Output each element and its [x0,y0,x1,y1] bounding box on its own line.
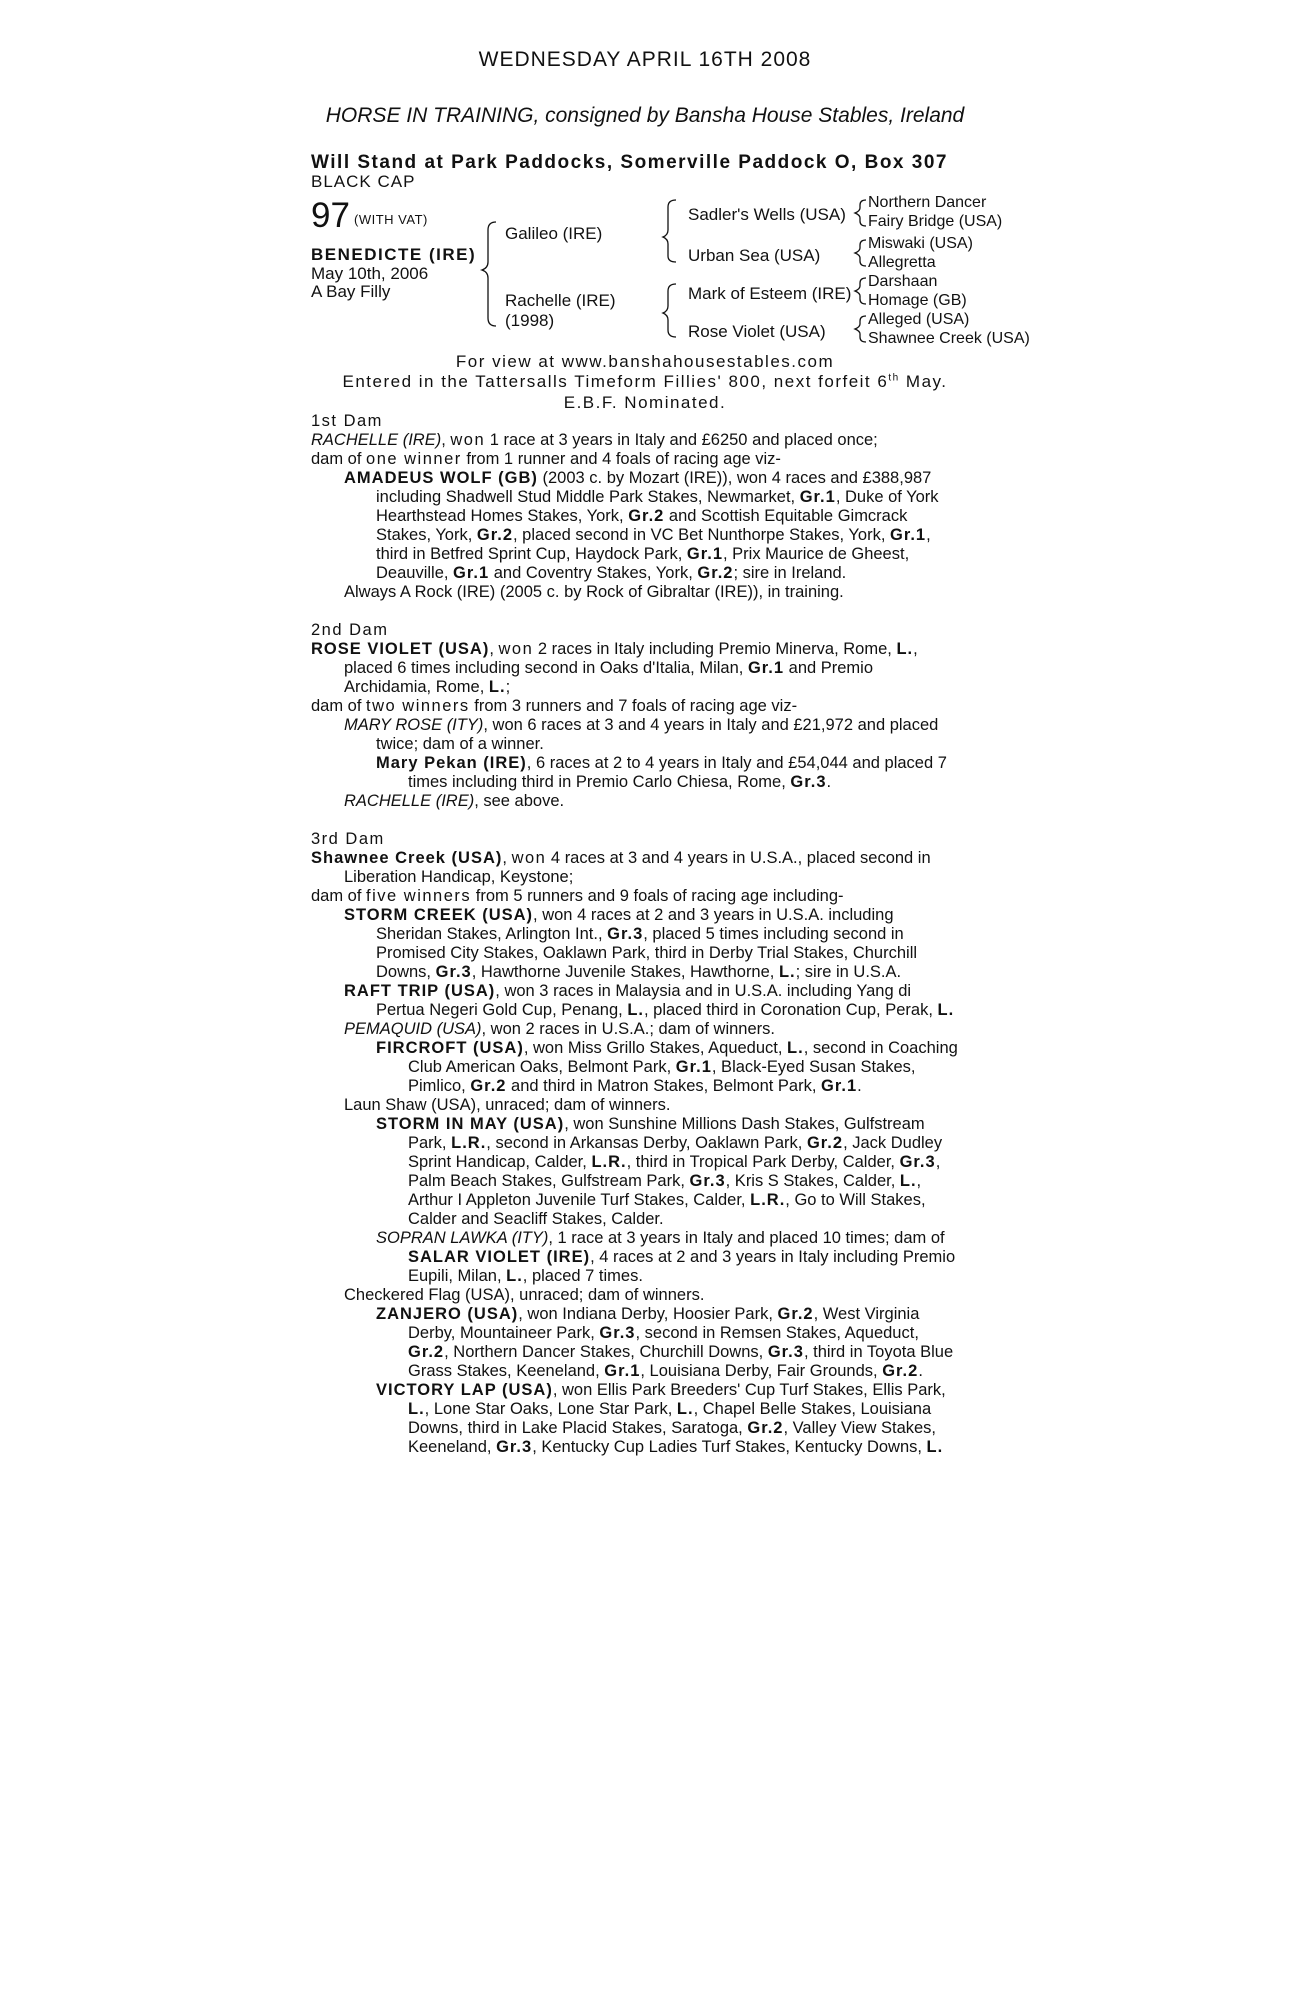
text-segment: Gr.3 [899,1153,936,1171]
text-segment: SOPRAN LAWKA (ITY) [376,1229,549,1247]
text-segment: and third in Matron Stakes, Belmont Park, [506,1077,822,1095]
text-segment: , [489,640,499,658]
pedigree-ddd: Shawnee Creek (USA) [868,330,1030,347]
text-segment: , Northern Dancer Stakes, Churchill Downs, [444,1343,768,1361]
text-segment: L. [926,1438,944,1456]
third-dam-line [311,1172,1031,1191]
second-dam-line: twice; dam of a winner. [376,735,544,753]
text-segment: , 1 race at 3 years in Italy and placed 10 times; dam of [548,1229,945,1247]
pedigree-ssd: Fairy Bridge (USA) [868,213,1003,230]
first-dam-heading: 1st Dam [311,412,383,430]
website-note: For view at www.banshahousestables.com [455,352,835,371]
text-segment: L.R. [591,1153,627,1171]
text-segment: Hearthstead Homes Stakes, York, [376,507,629,525]
third-dam-line [311,1058,1031,1077]
third-dam-line [311,1020,1031,1039]
text-segment: , placed second in VC Bet Nunthorpe Stakes, York, [513,526,890,544]
bracket-dam [663,284,676,337]
text-segment: Downs, third in Lake Placid Stakes, Saratoga, [408,1419,748,1437]
text-segment: Gr.1 [453,564,490,582]
text-segment: L. [506,1267,523,1285]
first-dam-line [311,507,1031,526]
text-segment: Gr.2 [408,1343,445,1361]
text-segment: Palm Beach Stakes, Gulfstream Park, [408,1172,690,1190]
text-segment: Mary Pekan (IRE) [376,754,527,772]
third-dam-line [311,1438,1031,1457]
pedigree-dam-dam: Rose Violet (USA) [688,322,826,341]
text-segment: L. [676,1400,694,1418]
text-segment: two winners [366,697,470,715]
first-dam-line: Always A Rock (IRE) (2005 c. by Rock of Gibraltar (IRE)), in training. [344,583,844,601]
entry-note [0,372,1290,392]
third-dam-line [311,1324,1031,1343]
text-segment: , West Virginia [813,1305,920,1323]
third-dam-line [311,1267,1031,1286]
second-dam-line [311,640,1031,659]
third-dam-line [311,1229,1031,1248]
text-segment: ; sire in U.S.A. [795,963,902,981]
text-segment: L. [778,963,796,981]
text-segment: from 1 runner and 4 foals of racing age viz- [461,450,781,468]
text-segment: , see above. [474,792,565,810]
text-segment: Gr.1 [747,659,785,677]
pedigree-dam-year: (1998) [505,311,555,330]
text-segment: , Prix Maurice de Gheest, [723,545,910,563]
text-segment: Club American Oaks, Belmont Park, [408,1058,676,1076]
text-segment: times including third in Premio Carlo Chiesa, Rome, [408,773,791,791]
pedigree-brackets [0,0,1290,360]
text-segment: MARY ROSE (ITY) [344,716,484,734]
spacer [311,602,1031,621]
text-segment: L. [937,1001,955,1019]
text-segment: L. [896,640,914,658]
text-segment: Deauville, [376,564,454,582]
text-segment: , [913,640,918,658]
produce-record [311,412,1031,1457]
sale-date: WEDNESDAY APRIL 16TH 2008 [478,48,812,71]
text-segment: L. [627,1001,644,1019]
third-dam-line [311,906,1031,925]
bracket-dd [855,316,866,342]
text-segment: Gr.1 [821,1077,858,1095]
third-dam-line: Laun Shaw (USA), unraced; dam of winners. [344,1096,671,1114]
first-dam-line [311,488,1031,507]
text-segment: Sprint Handicap, Calder, [408,1153,592,1171]
text-segment: RACHELLE (IRE) [344,792,475,810]
text-segment: , won Indiana Derby, Hoosier Park, [518,1305,778,1323]
first-dam-line [311,469,1031,488]
third-dam-line [311,1115,1031,1134]
third-dam-line [311,1191,1031,1210]
cap-colour: BLACK CAP [311,172,416,191]
text-segment: Pimlico, [408,1077,471,1095]
text-segment: , third in Tropical Park Derby, Calder, [626,1153,900,1171]
text-segment: , second in Arkansas Derby, Oaklawn Park, [486,1134,807,1152]
first-dam-line [311,431,1031,450]
text-segment: . [826,773,832,791]
text-segment: , won 3 races in Malaysia and in U.S.A. including Yang di [495,982,912,1000]
third-dam-line: Promised City Stakes, Oaklawn Park, third in Derby Trial Stakes, Churchill [376,944,918,962]
pedigree-sire-dam: Urban Sea (USA) [688,246,821,265]
text-segment: Arthur I Appleton Juvenile Turf Stakes, Calder, [408,1191,751,1209]
bracket-generation-1 [482,222,496,326]
text-segment: , Jack Dudley [843,1134,943,1152]
horse-description: A Bay Filly [311,282,391,301]
text-segment: 1 race at 3 years in Italy and £6250 and placed once; [485,431,878,449]
text-segment: , 4 races at 2 and 3 years in Italy including Premio [590,1248,956,1266]
pedigree-sss: Northern Dancer [868,194,987,211]
text-segment: , Louisiana Derby, Fair Grounds, [640,1362,883,1380]
third-dam-line [311,1400,1031,1419]
text-segment: Gr.2 [628,507,665,525]
first-dam-line [311,545,1031,564]
text-segment: RACHELLE (IRE) [311,431,442,449]
third-dam-line: Calder and Seacliff Stakes, Calder. [408,1210,664,1228]
text-segment: , won 4 races at 2 and 3 years in U.S.A. including [533,906,894,924]
text-segment: , won Ellis Park Breeders' Cup Turf Stakes, Ellis Park, [552,1381,946,1399]
text-segment: Gr.2 [777,1305,814,1323]
text-segment: , Kris S Stakes, Calder, [725,1172,900,1190]
entry-note-sup: th [888,372,900,384]
pedigree-dss: Darshaan [868,273,938,290]
third-dam-line [311,1362,1031,1381]
second-dam-line [311,792,1031,811]
text-segment: STORM IN MAY (USA) [376,1115,565,1133]
text-segment: , second in Coaching [803,1039,958,1057]
third-dam-line [311,1153,1031,1172]
text-segment: AMADEUS WOLF (GB) [344,469,538,487]
bracket-sire [663,200,676,262]
second-dam-line [311,678,1031,697]
text-segment: L. [408,1400,425,1418]
text-segment: FIRCROFT (USA) [376,1039,524,1057]
pedigree-dam-sire: Mark of Esteem (IRE) [688,284,852,303]
text-segment: Stakes, York, [376,526,477,544]
text-segment: dam of [311,450,367,468]
pedigree-sire-sire: Sadler's Wells (USA) [688,205,846,224]
text-segment: Gr.3 [689,1172,726,1190]
entry-note-text: Entered in the Tattersalls Timeform Fillies' 800, next forfeit 6 [342,372,889,391]
third-dam-line [311,1077,1031,1096]
second-dam-line [311,754,1031,773]
text-segment: Gr.3 [790,773,827,791]
text-segment: from 3 runners and 7 foals of racing age viz- [469,697,798,715]
third-dam-line [311,1381,1031,1400]
text-segment: , placed third in Coronation Cup, Perak, [644,1001,938,1019]
pedigree-sds: Miswaki (USA) [868,235,973,252]
third-dam-line [311,887,1031,906]
text-segment: Gr.1 [686,545,723,563]
third-dam-heading: 3rd Dam [311,830,385,848]
text-segment: Gr.2 [470,1077,507,1095]
third-dam-line: Liberation Handicap, Keystone; [344,868,574,886]
text-segment: , Duke of York [835,488,939,506]
text-segment: Gr.2 [476,526,514,544]
third-dam-line [311,1419,1031,1438]
text-segment: L. [488,678,506,696]
text-segment: (2003 c. by Mozart (IRE)), won 4 races and £388,987 [537,469,932,487]
text-segment: won [498,640,534,658]
text-segment: , [916,1172,922,1190]
text-segment: Downs, [376,963,436,981]
first-dam-line [311,526,1031,545]
text-segment: , won Sunshine Millions Dash Stakes, Gulfstream [564,1115,925,1133]
text-segment: won [450,431,486,449]
third-dam-line [311,849,1031,868]
text-segment: and Coventry Stakes, York, [489,564,698,582]
text-segment: ; [505,678,511,696]
text-segment: Gr.3 [767,1343,804,1361]
third-dam-line [311,1039,1031,1058]
text-segment: ; sire in Ireland. [733,564,847,582]
text-segment: one winner [366,450,462,468]
text-segment: , 6 races at 2 to 4 years in Italy and £54,044 and placed 7 [526,754,947,772]
text-segment: 4 races at 3 and 4 years in U.S.A., placed second in [546,849,931,867]
text-segment: , third in Toyota Blue [803,1343,954,1361]
text-segment: , [935,1153,941,1171]
spacer [311,811,1031,830]
third-dam-line: Checkered Flag (USA), unraced; dam of winners. [344,1286,705,1304]
pedigree-dsd: Homage (GB) [868,292,967,309]
text-segment: , placed 5 times including second in [643,925,904,943]
text-segment: Gr.2 [806,1134,844,1152]
text-segment: , Black-Eyed Susan Stakes, [711,1058,916,1076]
third-dam-line [311,925,1031,944]
text-segment: L. [899,1172,917,1190]
text-segment: from 5 runners and 9 foals of racing age including- [471,887,844,905]
text-segment: , won 2 races in U.S.A.; dam of winners. [481,1020,775,1038]
third-dam-line [311,982,1031,1001]
text-segment: , Lone Star Oaks, Lone Star Park, [424,1400,677,1418]
text-segment: Gr.3 [599,1324,636,1342]
text-segment: , Kentucky Cup Ladies Turf Stakes, Kentucky Downs, [532,1438,927,1456]
second-dam-line [311,659,1031,678]
text-segment: Gr.3 [435,963,472,981]
third-dam-line [311,1001,1031,1020]
text-segment: Gr.1 [799,488,836,506]
text-segment: third in Betfred Sprint Cup, Haydock Park, [376,545,687,563]
text-segment: . [857,1077,862,1095]
consignment-line: HORSE IN TRAINING, consigned by Bansha House Stables, Ireland [325,104,965,127]
text-segment: placed 6 times including second in Oaks d'Italia, Milan, [344,659,748,677]
text-segment: Gr.2 [882,1362,919,1380]
text-segment: Park, [408,1134,452,1152]
pedigree-dam: Rachelle (IRE) [505,291,616,310]
text-segment: ZANJERO (USA) [376,1305,519,1323]
text-segment: won [511,849,547,867]
text-segment: 2 races in Italy including Premio Minerva, Rome, [533,640,897,658]
text-segment: L.R. [451,1134,487,1152]
text-segment: Gr.2 [697,564,734,582]
text-segment: Derby, Mountaineer Park, [408,1324,600,1342]
text-segment: Gr.1 [890,526,927,544]
text-segment: STORM CREEK (USA) [344,906,534,924]
text-segment: Shawnee Creek (USA) [311,849,503,867]
second-dam-line [311,716,1031,735]
text-segment: Archidamia, Rome, [344,678,489,696]
pedigree-dds: Alleged (USA) [868,311,970,328]
text-segment: , [502,849,512,867]
stand-location: Will Stand at Park Paddocks, Somerville Paddock O, Box 307 [311,152,948,173]
text-segment: , won Miss Grillo Stakes, Aqueduct, [523,1039,788,1057]
text-segment: VICTORY LAP (USA) [376,1381,553,1399]
text-segment: Grass Stakes, Keeneland, [408,1362,605,1380]
first-dam-line [311,450,1031,469]
lot-number: 97 [311,196,350,235]
text-segment: SALAR VIOLET (IRE) [408,1248,591,1266]
horse-name: BENEDICTE (IRE) [311,245,477,264]
text-segment: , [926,526,931,544]
pedigree-sire: Galileo (IRE) [505,224,603,243]
horse-foaled: May 10th, 2006 [311,264,429,283]
text-segment: including Shadwell Stud Middle Park Stakes, Newmarket, [376,488,800,506]
entry-note-end: May. [899,372,948,391]
text-segment: , placed 7 times. [522,1267,643,1285]
second-dam-line [311,697,1031,716]
text-segment: Gr.3 [607,925,644,943]
text-segment: five winners [366,887,472,905]
text-segment: , Chapel Belle Stakes, Louisiana [693,1400,932,1418]
second-dam-line [311,773,1031,792]
text-segment: , won 6 races at 3 and 4 years in Italy and £21,972 and placed [483,716,939,734]
text-segment: ROSE VIOLET (USA) [311,640,490,658]
text-segment: Gr.3 [496,1438,533,1456]
text-segment: dam of [311,887,367,905]
pedigree-sdd: Allegretta [868,254,936,271]
text-segment: L. [787,1039,804,1057]
text-segment: PEMAQUID (USA) [344,1020,482,1038]
first-dam-line [311,564,1031,583]
text-segment: RAFT TRIP (USA) [344,982,496,1000]
third-dam-line [311,963,1031,982]
bracket-sd [855,240,866,266]
text-segment: Keeneland, [408,1438,497,1456]
vat-note: (WITH VAT) [354,212,428,227]
text-segment: Gr.2 [747,1419,784,1437]
bracket-ss [855,200,866,226]
text-segment: dam of [311,697,367,715]
text-segment: and Premio [784,659,874,677]
text-segment: Gr.1 [604,1362,641,1380]
ebf-note: E.B.F. Nominated. [563,393,727,412]
text-segment: Sheridan Stakes, Arlington Int., [376,925,608,943]
text-segment: , Hawthorne Juvenile Stakes, Hawthorne, [471,963,779,981]
text-segment: , [441,431,451,449]
second-dam-heading: 2nd Dam [311,621,389,639]
text-segment: L.R. [750,1191,786,1209]
third-dam-line [311,1305,1031,1324]
text-segment: , Valley View Stakes, [783,1419,937,1437]
bracket-ds [855,278,866,304]
third-dam-line [311,1343,1031,1362]
text-segment: Eupili, Milan, [408,1267,507,1285]
text-segment: , Go to Will Stakes, [785,1191,926,1209]
third-dam-line [311,1248,1031,1267]
text-segment: Gr.1 [675,1058,712,1076]
text-segment: and Scottish Equitable Gimcrack [664,507,908,525]
third-dam-line [311,1134,1031,1153]
text-segment: , second in Remsen Stakes, Aqueduct, [635,1324,919,1342]
text-segment: . [918,1362,923,1380]
text-segment: Pertua Negeri Gold Cup, Penang, [376,1001,628,1019]
